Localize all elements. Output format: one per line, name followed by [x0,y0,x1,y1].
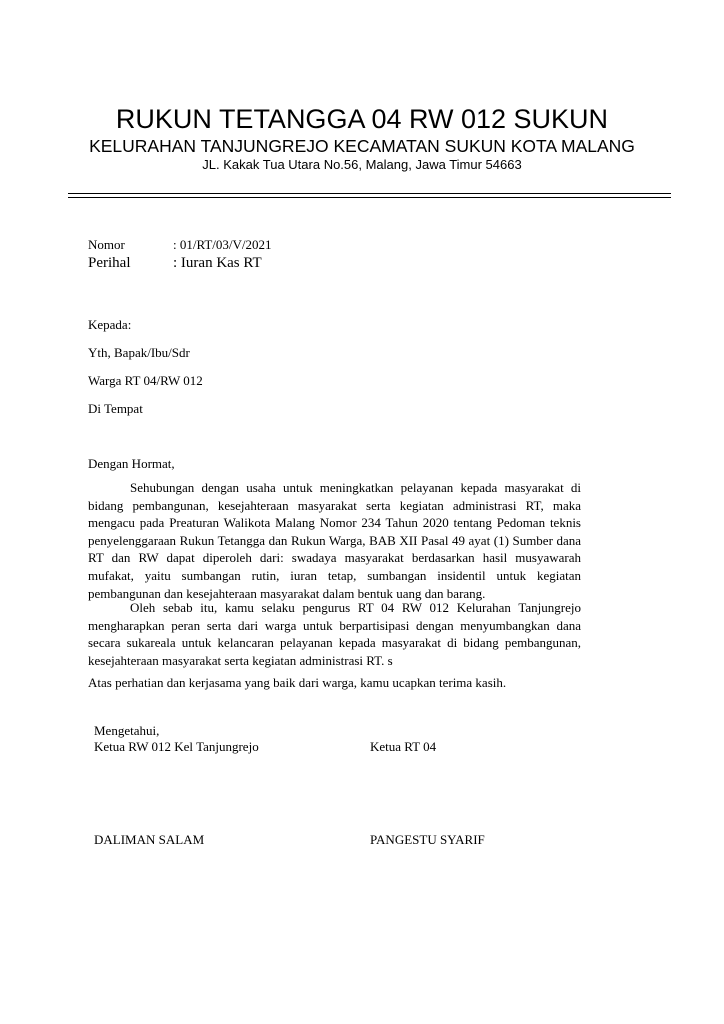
body-paragraph-2: Oleh sebab itu, kamu selaku pengurus RT 04 RW 012 Kelurahan Tanjungrejo mengharapkan peran serta dari warga untuk berpartisipasi dengan menyumbangkan dana secara sukareala untuk kelancaran pelayanan kepada masyarakat di bidang pembangunan, kesejahteraan masyarakat serta kegiatan administrasi RT. s [88,600,581,668]
letterhead-divider-top [68,193,671,194]
letterhead-title: RUKUN TETANGGA 04 RW 012 SUKUN [115,104,609,134]
recipient-yth: Yth, Bapak/Ibu/Sdr [88,345,190,360]
signature-mengetahui: Mengetahui, [94,723,160,738]
signature-right-name: PANGESTU SYARIF [370,832,485,847]
recipient-warga: Warga RT 04/RW 012 [88,373,203,388]
salutation: Dengan Hormat, [88,456,175,471]
signature-left-name: DALIMAN SALAM [94,832,205,847]
letterhead-subtitle: KELURAHAN TANJUNGREJO KECAMATAN SUKUN KOTA MALANG [89,136,635,156]
recipient-kepada: Kepada: [88,317,132,332]
signature-left-title: Ketua RW 012 Kel Tanjungrejo [94,739,259,754]
recipient-tempat: Di Tempat [88,401,143,416]
perihal-value: : Iuran Kas RT [173,255,262,271]
letterhead-address: JL. Kakak Tua Utara No.56, Malang, Jawa Timur 54663 [202,157,522,172]
perihal-label: Perihal [88,255,131,271]
closing-text: Atas perhatian dan kerjasama yang baik dari warga, kamu ucapkan terima kasih. [88,675,507,690]
nomor-label: Nomor [88,237,125,252]
nomor-value: : 01/RT/03/V/2021 [173,237,272,252]
signature-right-title: Ketua RT 04 [370,739,437,754]
body-paragraph-1: Sehubungan dengan usaha untuk meningkatkan pelayanan kepada masyarakat di bidang pembangunan, kesejahteraan masyarakat serta kegiatan administrasi RT, maka mengacu pada Preaturan Walikota Malang Nomor 234 Tahun 2020 tentang Pedoman teknis penyelenggaraan Rukun Tetangga dan Rukun Warga, BAB XII Pasal 49 ayat (1) Sumber dana RT dan RW dapat diperoleh dari: swadaya masyarakat berdasarkan hasil musyawarah mufakat, yaitu sumbangan rutin, iuran tetap, sumbangan insidentil untuk kegiatan pembangunan dan kesejahteraan masyarakat dalam bentuk uang dan barang. [88,480,581,601]
letterhead-divider-bottom [68,197,671,198]
